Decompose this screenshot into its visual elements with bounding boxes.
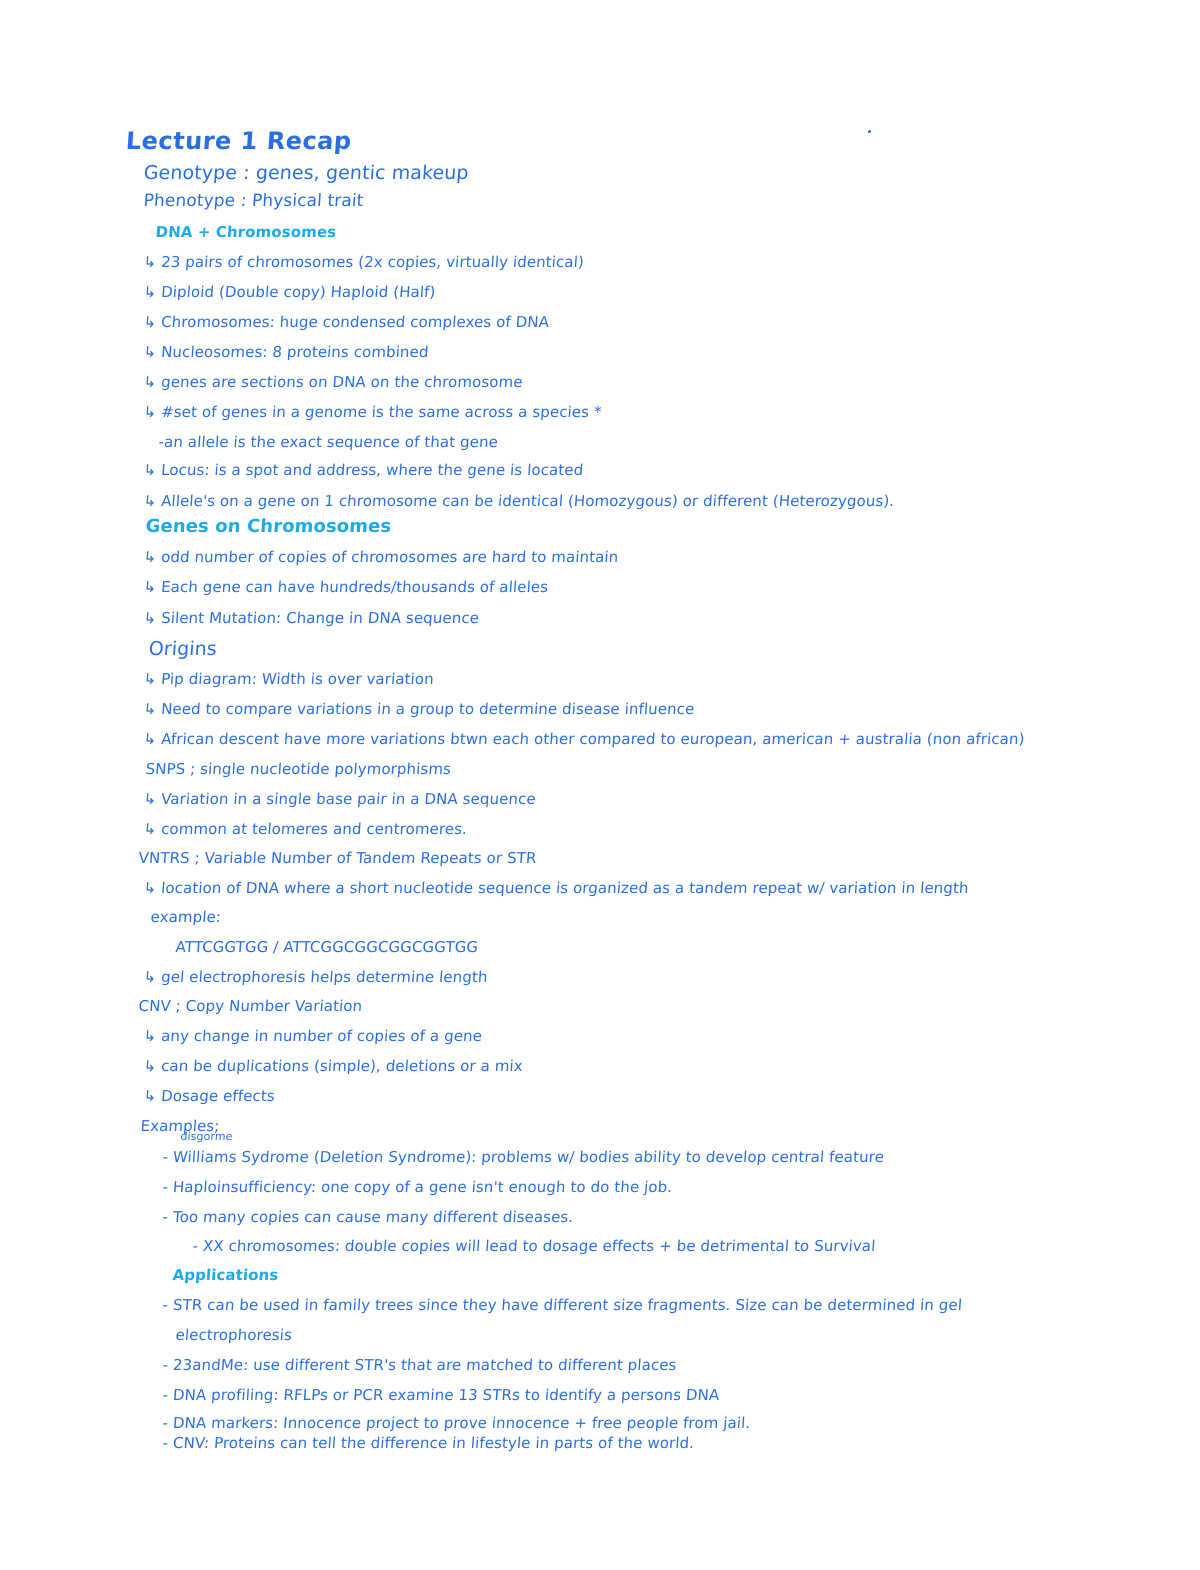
note-line: - Williams Sydrome (Deletion Syndrome): problems w/ bodies ability to develop central feature: [162, 1148, 885, 1166]
note-line: ↳ Locus: is a spot and address, where the gene is located: [143, 461, 584, 479]
note-line: ↳ Need to compare variations in a group to determine disease influence: [143, 700, 696, 718]
note-line: - 23andMe: use different STR's that are matched to different places: [162, 1356, 678, 1374]
note-line: - CNV: Proteins can tell the difference in lifestyle in parts of the world.: [162, 1434, 695, 1452]
note-line: - DNA markers: Innocence project to prove innocence + free people from jail.: [162, 1414, 751, 1432]
note-line: example:: [150, 908, 222, 926]
note-line: ↳ Each gene can have hundreds/thousands of alleles: [143, 578, 549, 596]
note-line: ↳ Allele's on a gene on 1 chromosome can be identical (Homozygous) or different (Heterozygous).: [143, 492, 895, 510]
note-line: DNA + Chromosomes: [155, 223, 337, 241]
note-line: ↳ #set of genes in a genome is the same across a species *: [143, 403, 603, 421]
note-line: SNPS ; single nucleotide polymorphisms: [145, 760, 452, 778]
note-line: ↳ genes are sections on DNA on the chromosome: [143, 373, 524, 391]
note-line: - Too many copies can cause many different diseases.: [162, 1208, 574, 1226]
note-line: Applications: [172, 1266, 280, 1284]
note-line: ↳ gel electrophoresis helps determine length: [143, 968, 489, 986]
note-line: CNV ; Copy Number Variation: [138, 997, 363, 1015]
note-line: - XX chromosomes: double copies will lead to dosage effects + be detrimental to Survival: [192, 1237, 877, 1255]
note-line: ↳ Dosage effects: [143, 1087, 276, 1105]
note-line: ↳ 23 pairs of chromosomes (2x copies, virtually identical): [143, 253, 585, 271]
note-line: ↳ location of DNA where a short nucleotide sequence is organized as a tandem repeat w/ variation in length: [143, 879, 970, 897]
note-line: ↳ Diploid (Double copy) Haploid (Half): [143, 283, 437, 301]
note-line: ↳ common at telomeres and centromeres.: [143, 820, 468, 838]
note-line: electrophoresis: [175, 1326, 293, 1344]
note-line: disgorme: [180, 1130, 234, 1143]
note-line: ↳ odd number of copies of chromosomes are hard to maintain: [143, 548, 620, 566]
note-line: ↳ can be duplications (simple), deletions or a mix: [143, 1057, 524, 1075]
note-line: ↳ any change in number of copies of a gene: [143, 1027, 483, 1045]
note-line: Genes on Chromosomes: [144, 516, 392, 537]
note-line: ATTCGGTGG / ATTCGGCGGCGGCGGTGG: [175, 938, 479, 956]
note-line: ↳ Variation in a single base pair in a DNA sequence: [143, 790, 537, 808]
note-line: ↳ African descent have more variations btwn each other compared to european, american + australia (non african): [143, 730, 1026, 748]
note-line: Lecture 1 Recap: [124, 127, 353, 155]
note-line: - Haploinsufficiency: one copy of a gene isn't enough to do the job.: [162, 1178, 673, 1196]
note-line: Phenotype : Physical trait: [142, 191, 365, 211]
note-line: Examples;: [140, 1117, 221, 1135]
note-line: ↳ Nucleosomes: 8 proteins combined: [143, 343, 430, 361]
note-line: - DNA profiling: RFLPs or PCR examine 13 STRs to identify a persons DNA: [162, 1386, 720, 1404]
note-line: VNTRS ; Variable Number of Tandem Repeats or STR: [138, 849, 538, 867]
stray-dot: [868, 130, 871, 133]
note-line: Origins: [148, 638, 218, 660]
note-line: ↳ Pip diagram: Width is over variation: [143, 670, 435, 688]
note-line: - STR can be used in family trees since they have different size fragments. Size can be determined in gel: [162, 1296, 963, 1314]
note-line: -an allele is the exact sequence of that gene: [158, 433, 499, 451]
note-line: ↳ Silent Mutation: Change in DNA sequence: [143, 609, 480, 627]
note-line: Genotype : genes, gentic makeup: [143, 162, 470, 184]
note-line: ↳ Chromosomes: huge condensed complexes of DNA: [143, 313, 550, 331]
